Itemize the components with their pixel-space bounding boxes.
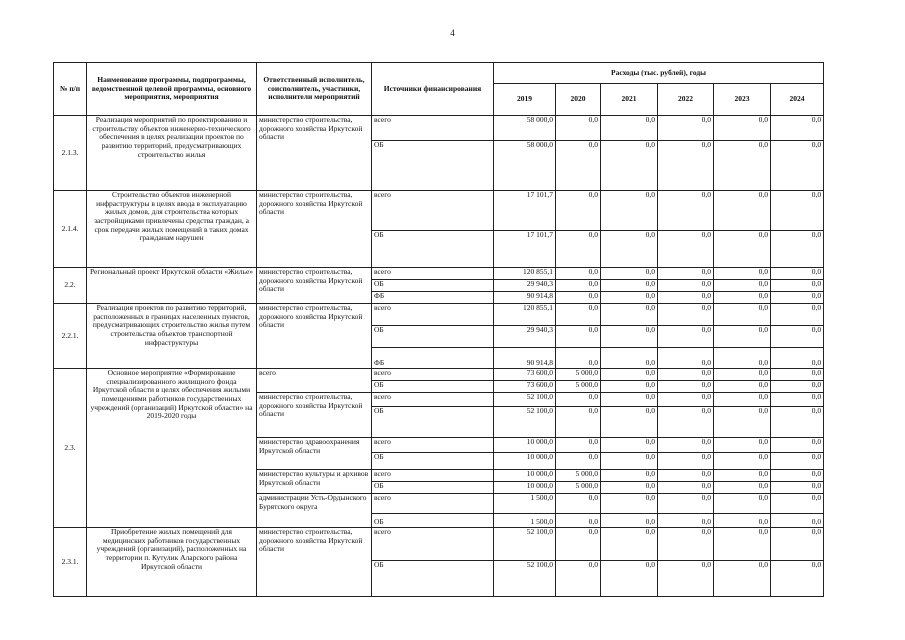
source-cell: ОБ bbox=[372, 326, 494, 348]
source-cell: всего bbox=[372, 304, 494, 326]
row-executor: министерство культуры и архивов Иркутской области bbox=[257, 470, 372, 494]
value-cell: 0,0 bbox=[658, 268, 714, 280]
value-cell: 0,0 bbox=[714, 292, 771, 304]
table-row bbox=[54, 116, 824, 141]
value-cell: 0,0 bbox=[714, 191, 771, 231]
source-cell: всего bbox=[372, 438, 494, 453]
value-cell: 0,0 bbox=[658, 482, 714, 494]
value-cell: 0,0 bbox=[771, 528, 824, 561]
value-cell: 0,0 bbox=[556, 304, 601, 326]
value-cell: 0,0 bbox=[771, 231, 824, 268]
value-cell: 0,0 bbox=[658, 494, 714, 514]
value-cell: 0,0 bbox=[771, 407, 824, 438]
value-cell: 0,0 bbox=[714, 494, 771, 514]
value-cell: 5 000,0 bbox=[556, 482, 601, 494]
source-cell: всего bbox=[372, 268, 494, 280]
value-cell: 10 000,0 bbox=[494, 470, 556, 482]
source-cell: ОБ bbox=[372, 407, 494, 438]
value-cell: 0,0 bbox=[556, 116, 601, 141]
header-year: 2022 bbox=[658, 84, 714, 116]
value-cell: 0,0 bbox=[658, 280, 714, 292]
value-cell: 52 100,0 bbox=[494, 528, 556, 561]
header-year: 2023 bbox=[714, 84, 771, 116]
row-executor: министерство строительства, дорожного хозяйства Иркутской области bbox=[257, 268, 372, 304]
table-row bbox=[54, 369, 824, 381]
header-no: № п/п bbox=[54, 63, 87, 116]
value-cell: 0,0 bbox=[556, 280, 601, 292]
table-row bbox=[54, 191, 824, 231]
table-row bbox=[54, 304, 824, 326]
value-cell: 0,0 bbox=[771, 470, 824, 482]
value-cell: 0,0 bbox=[556, 292, 601, 304]
value-cell: 0,0 bbox=[714, 231, 771, 268]
row-executor: администрации Усть-Ордынского Бурятского округа bbox=[257, 494, 372, 528]
value-cell: 73 600,0 bbox=[494, 381, 556, 393]
value-cell: 0,0 bbox=[658, 407, 714, 438]
value-cell: 0,0 bbox=[601, 494, 658, 514]
value-cell: 0,0 bbox=[658, 231, 714, 268]
table-row bbox=[54, 528, 824, 561]
value-cell: 0,0 bbox=[771, 292, 824, 304]
value-cell: 58 000,0 bbox=[494, 141, 556, 191]
row-name: Реализация проектов по развитию территорий, расположенных в границах населенных пунктов, предусматривающих строительство жилья путем строительства объектов транспортной инфраструктуры bbox=[87, 304, 257, 369]
value-cell: 0,0 bbox=[771, 482, 824, 494]
value-cell: 0,0 bbox=[601, 280, 658, 292]
value-cell: 0,0 bbox=[658, 116, 714, 141]
value-cell: 0,0 bbox=[556, 528, 601, 561]
value-cell: 0,0 bbox=[771, 141, 824, 191]
header-name: Наименование программы, подпрограммы, ведомственной целевой программы, основного мероприятия, мероприятия bbox=[87, 63, 257, 116]
value-cell: 0,0 bbox=[658, 369, 714, 381]
value-cell: 0,0 bbox=[556, 438, 601, 453]
value-cell: 0,0 bbox=[658, 561, 714, 597]
row-executor: министерство строительства, дорожного хозяйства Иркутской области bbox=[257, 393, 372, 438]
value-cell: 0,0 bbox=[714, 470, 771, 482]
value-cell: 0,0 bbox=[714, 116, 771, 141]
source-cell: всего bbox=[372, 116, 494, 141]
value-cell: 52 100,0 bbox=[494, 393, 556, 407]
value-cell: 0,0 bbox=[771, 268, 824, 280]
value-cell: 0,0 bbox=[771, 494, 824, 514]
source-cell: ОБ bbox=[372, 561, 494, 597]
row-name: Основное мероприятие «Формирование специализированного жилищного фонда Иркутской области в целях обеспечения жилыми помещениями работников государственных учреждений (организаций) Иркутской области» на 2019-2020 годы bbox=[87, 369, 257, 528]
value-cell: 0,0 bbox=[771, 561, 824, 597]
value-cell: 0,0 bbox=[771, 438, 824, 453]
source-cell: всего bbox=[372, 191, 494, 231]
value-cell: 0,0 bbox=[601, 528, 658, 561]
value-cell: 1 500,0 bbox=[494, 494, 556, 514]
source-cell: ОБ bbox=[372, 280, 494, 292]
row-name: Региональный проект Иркутской области «Жилье» bbox=[87, 268, 257, 304]
value-cell: 0,0 bbox=[714, 369, 771, 381]
source-cell: ОБ bbox=[372, 514, 494, 528]
value-cell: 0,0 bbox=[714, 514, 771, 528]
value-cell: 17 101,7 bbox=[494, 191, 556, 231]
value-cell: 0,0 bbox=[771, 280, 824, 292]
value-cell: 0,0 bbox=[714, 482, 771, 494]
value-cell: 0,0 bbox=[658, 470, 714, 482]
budget-table bbox=[53, 62, 824, 597]
value-cell: 0,0 bbox=[601, 482, 658, 494]
value-cell: 0,0 bbox=[771, 116, 824, 141]
value-cell: 10 000,0 bbox=[494, 453, 556, 470]
value-cell: 0,0 bbox=[658, 438, 714, 453]
row-number: 2.1.4. bbox=[54, 191, 87, 268]
source-cell: ОБ bbox=[372, 231, 494, 268]
page-number: 4 bbox=[450, 28, 455, 38]
value-cell: 0,0 bbox=[771, 369, 824, 381]
value-cell: 5 000,0 bbox=[556, 369, 601, 381]
row-name: Строительство объектов инженерной инфраструктуры в целях ввода в эксплуатацию жилых домов, для строительства которых застройщиками привлечены средства граждан, а срок передачи жилых помещений в таких домах гражданам нарушен bbox=[87, 191, 257, 268]
value-cell: 0,0 bbox=[714, 453, 771, 470]
value-cell: 0,0 bbox=[714, 438, 771, 453]
value-cell: 0,0 bbox=[556, 326, 601, 348]
value-cell: 0,0 bbox=[601, 348, 658, 369]
value-cell: 0,0 bbox=[714, 381, 771, 393]
value-cell: 0,0 bbox=[556, 561, 601, 597]
row-executor: министерство строительства, дорожного хозяйства Иркутской области bbox=[257, 528, 372, 597]
value-cell: 0,0 bbox=[601, 561, 658, 597]
value-cell: 0,0 bbox=[714, 268, 771, 280]
value-cell: 0,0 bbox=[771, 326, 824, 348]
value-cell: 0,0 bbox=[556, 348, 601, 369]
value-cell: 0,0 bbox=[601, 514, 658, 528]
value-cell: 1 500,0 bbox=[494, 514, 556, 528]
value-cell: 0,0 bbox=[601, 231, 658, 268]
value-cell: 52 100,0 bbox=[494, 407, 556, 438]
row-name: Приобретение жилых помещений для медицинских работников государственных учреждений (организаций), расположенных на территории п. Кутулик Аларского района Иркутской области bbox=[87, 528, 257, 597]
source-cell: всего bbox=[372, 494, 494, 514]
header-year: 2020 bbox=[556, 84, 601, 116]
value-cell: 0,0 bbox=[556, 231, 601, 268]
value-cell: 0,0 bbox=[556, 514, 601, 528]
value-cell: 0,0 bbox=[658, 393, 714, 407]
value-cell: 58 000,0 bbox=[494, 116, 556, 141]
source-cell: всего bbox=[372, 393, 494, 407]
row-number: 2.2.1. bbox=[54, 304, 87, 369]
value-cell: 90 914,8 bbox=[494, 348, 556, 369]
value-cell: 120 855,1 bbox=[494, 304, 556, 326]
value-cell: 0,0 bbox=[771, 191, 824, 231]
source-cell: ОБ bbox=[372, 482, 494, 494]
value-cell: 0,0 bbox=[601, 268, 658, 280]
row-executor: министерство строительства, дорожного хозяйства Иркутской области bbox=[257, 304, 372, 369]
value-cell: 5 000,0 bbox=[556, 381, 601, 393]
value-cell: 0,0 bbox=[556, 191, 601, 231]
value-cell: 0,0 bbox=[601, 470, 658, 482]
value-cell: 52 100,0 bbox=[494, 561, 556, 597]
source-cell: ОБ bbox=[372, 453, 494, 470]
value-cell: 0,0 bbox=[601, 407, 658, 438]
value-cell: 29 940,3 bbox=[494, 326, 556, 348]
row-executor: министерство строительства, дорожного хозяйства Иркутской области bbox=[257, 116, 372, 191]
value-cell: 0,0 bbox=[556, 407, 601, 438]
header-year: 2024 bbox=[771, 84, 824, 116]
value-cell: 0,0 bbox=[601, 381, 658, 393]
row-executor: всего bbox=[257, 369, 372, 393]
value-cell: 0,0 bbox=[771, 453, 824, 470]
row-number: 2.1.3. bbox=[54, 116, 87, 191]
value-cell: 0,0 bbox=[714, 528, 771, 561]
value-cell: 0,0 bbox=[658, 453, 714, 470]
value-cell: 10 000,0 bbox=[494, 438, 556, 453]
value-cell: 0,0 bbox=[771, 514, 824, 528]
value-cell: 0,0 bbox=[601, 141, 658, 191]
value-cell: 10 000,0 bbox=[494, 482, 556, 494]
value-cell: 0,0 bbox=[601, 369, 658, 381]
source-cell: всего bbox=[372, 528, 494, 561]
value-cell: 0,0 bbox=[714, 407, 771, 438]
value-cell: 0,0 bbox=[658, 348, 714, 369]
value-cell: 0,0 bbox=[556, 268, 601, 280]
source-cell: ФБ bbox=[372, 348, 494, 369]
value-cell: 0,0 bbox=[658, 326, 714, 348]
value-cell: 0,0 bbox=[601, 116, 658, 141]
value-cell: 0,0 bbox=[601, 393, 658, 407]
header-year: 2021 bbox=[601, 84, 658, 116]
value-cell: 0,0 bbox=[714, 393, 771, 407]
source-cell: всего bbox=[372, 369, 494, 381]
header-source: Источники финансирования bbox=[372, 63, 494, 116]
source-cell: всего bbox=[372, 470, 494, 482]
value-cell: 0,0 bbox=[771, 348, 824, 369]
value-cell: 0,0 bbox=[714, 348, 771, 369]
value-cell: 0,0 bbox=[601, 438, 658, 453]
row-executor: министерство здравоохранения Иркутской области bbox=[257, 438, 372, 470]
header-year: 2019 bbox=[494, 84, 556, 116]
value-cell: 0,0 bbox=[658, 381, 714, 393]
value-cell: 0,0 bbox=[714, 561, 771, 597]
value-cell: 0,0 bbox=[601, 304, 658, 326]
value-cell: 0,0 bbox=[714, 280, 771, 292]
value-cell: 0,0 bbox=[658, 514, 714, 528]
value-cell: 90 914,8 bbox=[494, 292, 556, 304]
value-cell: 29 940,3 bbox=[494, 280, 556, 292]
source-cell: ОБ bbox=[372, 381, 494, 393]
value-cell: 0,0 bbox=[556, 453, 601, 470]
table-row bbox=[54, 268, 824, 280]
value-cell: 0,0 bbox=[771, 393, 824, 407]
value-cell: 0,0 bbox=[714, 141, 771, 191]
value-cell: 0,0 bbox=[658, 141, 714, 191]
value-cell: 0,0 bbox=[556, 141, 601, 191]
value-cell: 0,0 bbox=[771, 304, 824, 326]
value-cell: 0,0 bbox=[601, 453, 658, 470]
source-cell: ФБ bbox=[372, 292, 494, 304]
value-cell: 17 101,7 bbox=[494, 231, 556, 268]
header-executor: Ответственный исполнитель, соисполнитель, участники, исполнители мероприятий bbox=[257, 63, 372, 116]
row-executor: министерство строительства, дорожного хозяйства Иркутской области bbox=[257, 191, 372, 268]
value-cell: 0,0 bbox=[601, 326, 658, 348]
value-cell: 0,0 bbox=[556, 393, 601, 407]
row-number: 2.2. bbox=[54, 268, 87, 304]
row-name: Реализация мероприятий по проектированию и строительству объектов инженерно-технического обеспечения в целях реализации проектов по развитию территорий, предусматривающих строительство жилья bbox=[87, 116, 257, 191]
value-cell: 0,0 bbox=[601, 292, 658, 304]
value-cell: 0,0 bbox=[771, 381, 824, 393]
value-cell: 5 000,0 bbox=[556, 470, 601, 482]
value-cell: 0,0 bbox=[658, 191, 714, 231]
value-cell: 0,0 bbox=[556, 494, 601, 514]
value-cell: 0,0 bbox=[658, 292, 714, 304]
value-cell: 0,0 bbox=[714, 304, 771, 326]
value-cell: 0,0 bbox=[658, 528, 714, 561]
value-cell: 0,0 bbox=[601, 191, 658, 231]
row-number: 2.3.1. bbox=[54, 528, 87, 597]
value-cell: 120 855,1 bbox=[494, 268, 556, 280]
source-cell: ОБ bbox=[372, 141, 494, 191]
row-number: 2.3. bbox=[54, 369, 87, 528]
value-cell: 0,0 bbox=[658, 304, 714, 326]
header-expenses: Расходы (тыс. рублей), годы bbox=[494, 63, 824, 84]
value-cell: 0,0 bbox=[714, 326, 771, 348]
value-cell: 73 600,0 bbox=[494, 369, 556, 381]
